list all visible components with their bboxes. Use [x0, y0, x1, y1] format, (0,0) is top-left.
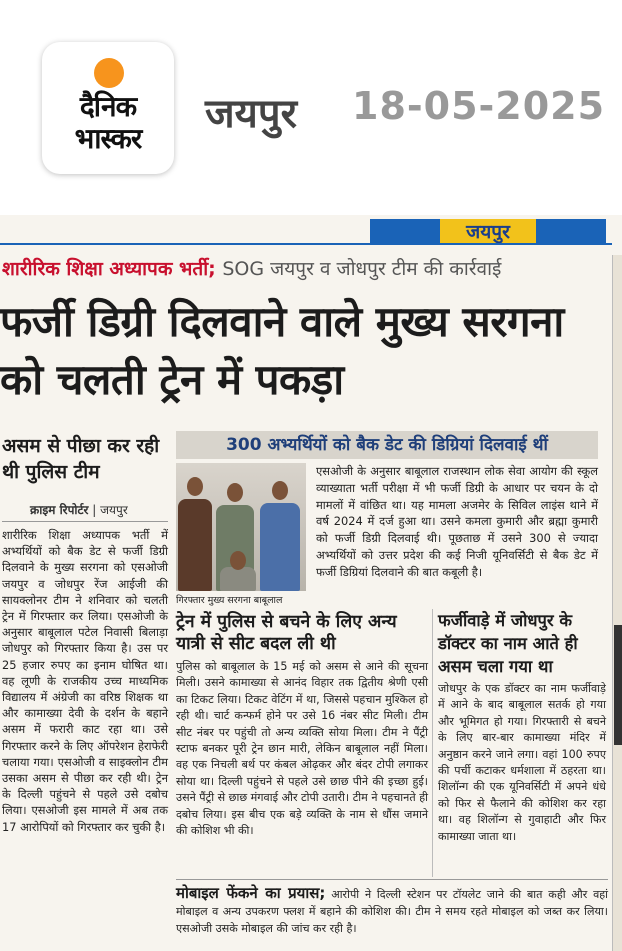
edition-date: 18-05-2025: [352, 84, 606, 128]
section-rule: [0, 243, 612, 245]
photo-caption: गिरफ्तार मुख्य सरगना बाबूलाल: [176, 595, 283, 606]
middle-column-body: एसओजी के अनुसार बाबूलाल राजस्थान लोक सेवा आयोग की स्कूल व्याख्याता भर्ती परीक्षा में भी फर्जी डिग्री के आधार पर चयन के दो मामलों में वांछित था। यह मामला अजमेर के सिविल लाइंस थाने में वर्ष 2024 में दर्ज हुआ था। उसने कमला कुमारी और ब्रह्मा कुमारी को फर्जी डिग्री दिलवाई थी। पूछताछ में उसने 300 से ज्यादा अभ्यर्थियों को उत्तर प्रदेश की कई निजी यूनिवर्सिटी से बैक डेट में फर्जी डिग्रियां दिलवाने की बात कबूली है।: [316, 464, 598, 579]
person-figure: [220, 567, 256, 591]
article-headline: फर्जी डिग्री दिलवाने वाले मुख्य सरगना को चलती ट्रेन में पकड़ा: [0, 297, 564, 404]
page-header: [0, 0, 622, 215]
train-story-body: पुलिस को बाबूलाल के 15 मई को असम से आने की सूचना मिली। उसने कामाख्या से आनंद विहार तक द्वितीय श्रेणी एसी का टिकट लिया। टिकट वेटिंग में था, जिससे पहचान मुश्किल हो रही थी। चार्ट कन्फर्म होने पर उसे 16 नंबर सीट मिली। टीम सीट नंबर पर पहुंची तो अन्य व्यक्ति सोया मिला। टीम ने पैंट्री स्टाफ बनकर पूरी ट्रेन छान मारी, लेकिन बाबूलाल नहीं मिला। वह एक निचली बर्थ पर कंबल ओढ़कर और बंदर टोपी लगाकर सोया था। दिल्ली पहुंचने से पहले उसे छाछ पीने की इच्छा हुई। उसने पैंट्री से छाछ मंगवाई और टोपी उतारी। टीम ने पहचानते ही दबोच लिया। इस बीच एक बड़े व्यक्ति के नाम से धौंस जमाने की कोशिश भी की।: [176, 660, 428, 838]
byline-name: क्राइम रिपोर्टर: [30, 503, 89, 517]
divider: [176, 879, 608, 880]
article-subhead: असम से पीछा कर रही थी पुलिस टीम: [2, 435, 160, 483]
newspaper-clipping: [0, 215, 622, 951]
edition-city: जयपुर: [205, 91, 297, 137]
adjacent-column-edge: [612, 255, 622, 951]
byline-place: | जयपुर: [92, 503, 128, 517]
subheadline-doctor: फर्जीवाड़े में जोधपुर के डॉक्टर का नाम आते ही असम चला गया था: [438, 611, 578, 676]
logo-line-1: दैनिक: [79, 90, 137, 123]
section-tag-label: जयपुर: [440, 219, 536, 245]
arrest-photo: [176, 463, 306, 591]
logo-line-2: भास्कर: [74, 122, 142, 155]
kicker-detail: SOG जयपुर व जोधपुर टीम की कार्रवाई: [222, 258, 502, 280]
person-head: [227, 483, 243, 502]
mobile-story: [176, 885, 608, 937]
byline: [30, 501, 128, 518]
dainik-bhaskar-logo: [42, 42, 174, 174]
person-figure: [178, 499, 212, 591]
divider: [2, 521, 168, 522]
subheadline-train: ट्रेन में पुलिस से बचने के लिए अन्य यात्री से सीट बदल ली थी: [176, 612, 397, 654]
person-head: [230, 551, 246, 570]
highlight-band: 300 अभ्यर्थियों को बैक डेट की डिग्रियां दिलवाई थीं: [176, 431, 598, 459]
person-figure: [260, 503, 300, 591]
left-column-body: शारीरिक शिक्षा अध्यापक भर्ती में अभ्यर्थियों को बैक डेट से फर्जी डिग्री दिलवाने के मुख्य सरगना को एसओजी जयपुर व जोधपुर रेंज आईजी की सायक्लोनर टीम ने शनिवार को चलती ट्रेन में गिरफ्तार कर लिया। एसओजी के अनुसार बाबूलाल पटेल निवासी बिलाड़ा जोधपुर को गिरफ्तार किया है। उस पर 25 हजार रुपए का इनाम घोषित था। वह लूणी के राजकीय उच्च माध्यमिक विद्यालय में अंग्रेजी का वरिष्ठ शिक्षक था और कामाख्या देवी के दर्शन के बहाने असम में फरारी काट रहा था। उसे गिरफ्तार करने के लिए ऑपरेशन हेराफेरी चलाया गया। एसओजी व साइक्लोन टीम उसका असम से पीछा कर रही थी। ट्रेन के दिल्ली पहुंचने से पहले उसे दबोच लिया। एसओजी इस मामले में अब तक 17 आरोपियों को गिरफ्तार कर चुकी है।: [2, 528, 168, 834]
mobile-story-body: आरोपी ने दिल्ली स्टेशन पर टॉयलेट जाने की बात कही और वहां मोबाइल व अन्य उपकरण फ्लश में बहाने की कोशिश की। टीम ने समय रहते मोबाइल को जब्त कर लिया। एसओजी उसके मोबाइल की जांच कर रही है।: [176, 888, 609, 935]
sun-icon: [94, 58, 124, 88]
article-kicker: [2, 255, 602, 281]
doctor-story-body: जोधपुर के एक डॉक्टर का नाम फर्जीवाड़े में आने के बाद बाबूलाल सतर्क हो गया और भूमिगत हो गया। गिरफ्तारी से बचने के लिए बार-बार कामाख्या मंदिर में अनुष्ठान करने जाने लगा। वहां 100 रुपए की पर्ची कटाकर धर्मशाला में ठहरता था। शिलॉन्ग की एक यूनिवर्सिटी में अपने धंधे को फिर से फैलाने की कोशिश कर रहा था। वह शिलॉन्ग से गुवाहाटी और फिर कामाख्या जाता था।: [438, 682, 606, 843]
person-head: [272, 481, 288, 500]
person-head: [187, 477, 203, 496]
section-tag: [370, 219, 606, 245]
adjacent-column-block: [614, 625, 622, 745]
kicker-topic: शारीरिक शिक्षा अध्यापक भर्ती;: [2, 258, 216, 280]
divider: [432, 609, 433, 877]
mobile-story-head: मोबाइल फेंकने का प्रयास;: [176, 884, 326, 902]
